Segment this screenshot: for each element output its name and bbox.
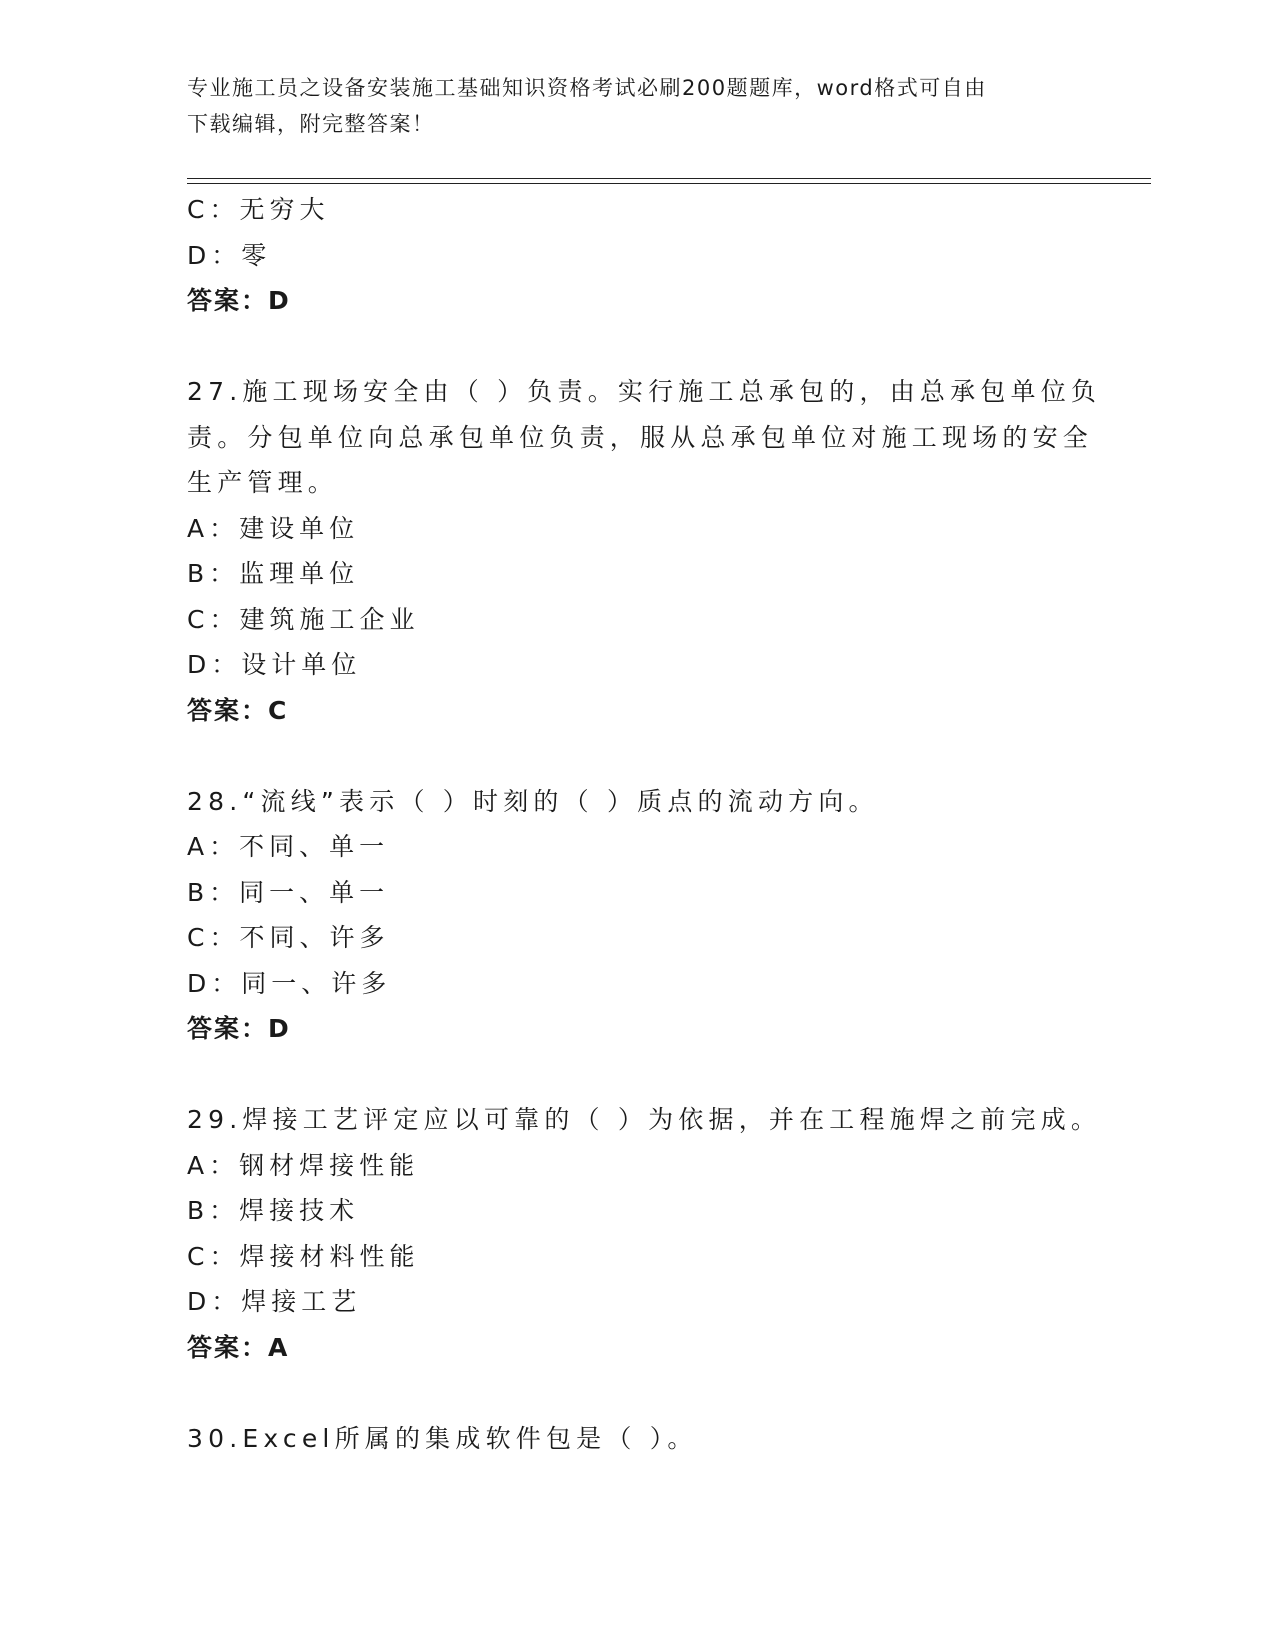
question-30 xyxy=(187,1416,1087,1462)
question-spacer xyxy=(187,324,1087,370)
answer-line: 答案：A xyxy=(187,1332,290,1362)
question-text-line: 27.施工现场安全由（ ）负责。实行施工总承包的，由总承包单位负 xyxy=(187,377,1102,406)
option-d: D：设计单位 xyxy=(187,650,362,679)
answer-line: 答案：C xyxy=(187,695,289,725)
question-28 xyxy=(187,779,1087,1052)
question-text-line: 责。分包单位向总承包单位负责，服从总承包单位对施工现场的安全 xyxy=(187,422,1094,452)
header-divider-bottom xyxy=(187,183,1151,184)
option-a: A：不同、单一 xyxy=(187,832,390,861)
option-b: B：同一、单一 xyxy=(187,877,390,907)
option-a: A：建设单位 xyxy=(187,513,360,543)
option-d: D：零 xyxy=(187,240,272,270)
option-c: C：不同、许多 xyxy=(187,923,390,952)
question-text xyxy=(187,779,1087,825)
question-spacer xyxy=(187,1052,1087,1098)
question-spacer xyxy=(187,1370,1087,1416)
option-a: A：钢材焊接性能 xyxy=(187,1150,420,1180)
header-line-2: 下载编辑，附完整答案！ xyxy=(187,112,435,136)
answer-line: 答案：D xyxy=(187,286,291,315)
header-line-1: 专业施工员之设备安装施工基础知识资格考试必刷200题题库，word格式可自由 xyxy=(187,76,987,100)
option-d: D：焊接工艺 xyxy=(187,1287,362,1316)
option-d: D：同一、许多 xyxy=(187,968,392,998)
question-text-line: 生产管理。 xyxy=(187,468,339,497)
option-b: B：监理单位 xyxy=(187,559,360,588)
question-list xyxy=(187,187,1102,1461)
question-text-line: 29.焊接工艺评定应以可靠的（ ）为依据，并在工程施焊之前完成。 xyxy=(187,1105,1102,1134)
carry-over-question xyxy=(187,187,1087,324)
option-c: C：建筑施工企业 xyxy=(187,604,420,634)
question-spacer xyxy=(187,733,1087,779)
question-text xyxy=(187,1416,1087,1462)
option-c: C：无穷大 xyxy=(187,195,330,224)
question-text xyxy=(187,369,1102,506)
header-divider-top xyxy=(187,178,1151,179)
question-text xyxy=(187,1097,1102,1143)
document-header xyxy=(187,70,1067,142)
answer-line: 答案：D xyxy=(187,1014,291,1043)
question-text-line: 30.Excel所属的集成软件包是（ ）。 xyxy=(187,1423,698,1453)
question-text-line: 28.“流线”表示（ ）时刻的（ ）质点的流动方向。 xyxy=(187,786,879,816)
option-c: C：焊接材料性能 xyxy=(187,1241,420,1271)
question-29 xyxy=(187,1097,1102,1370)
option-b: B：焊接技术 xyxy=(187,1196,360,1225)
question-27 xyxy=(187,369,1102,733)
